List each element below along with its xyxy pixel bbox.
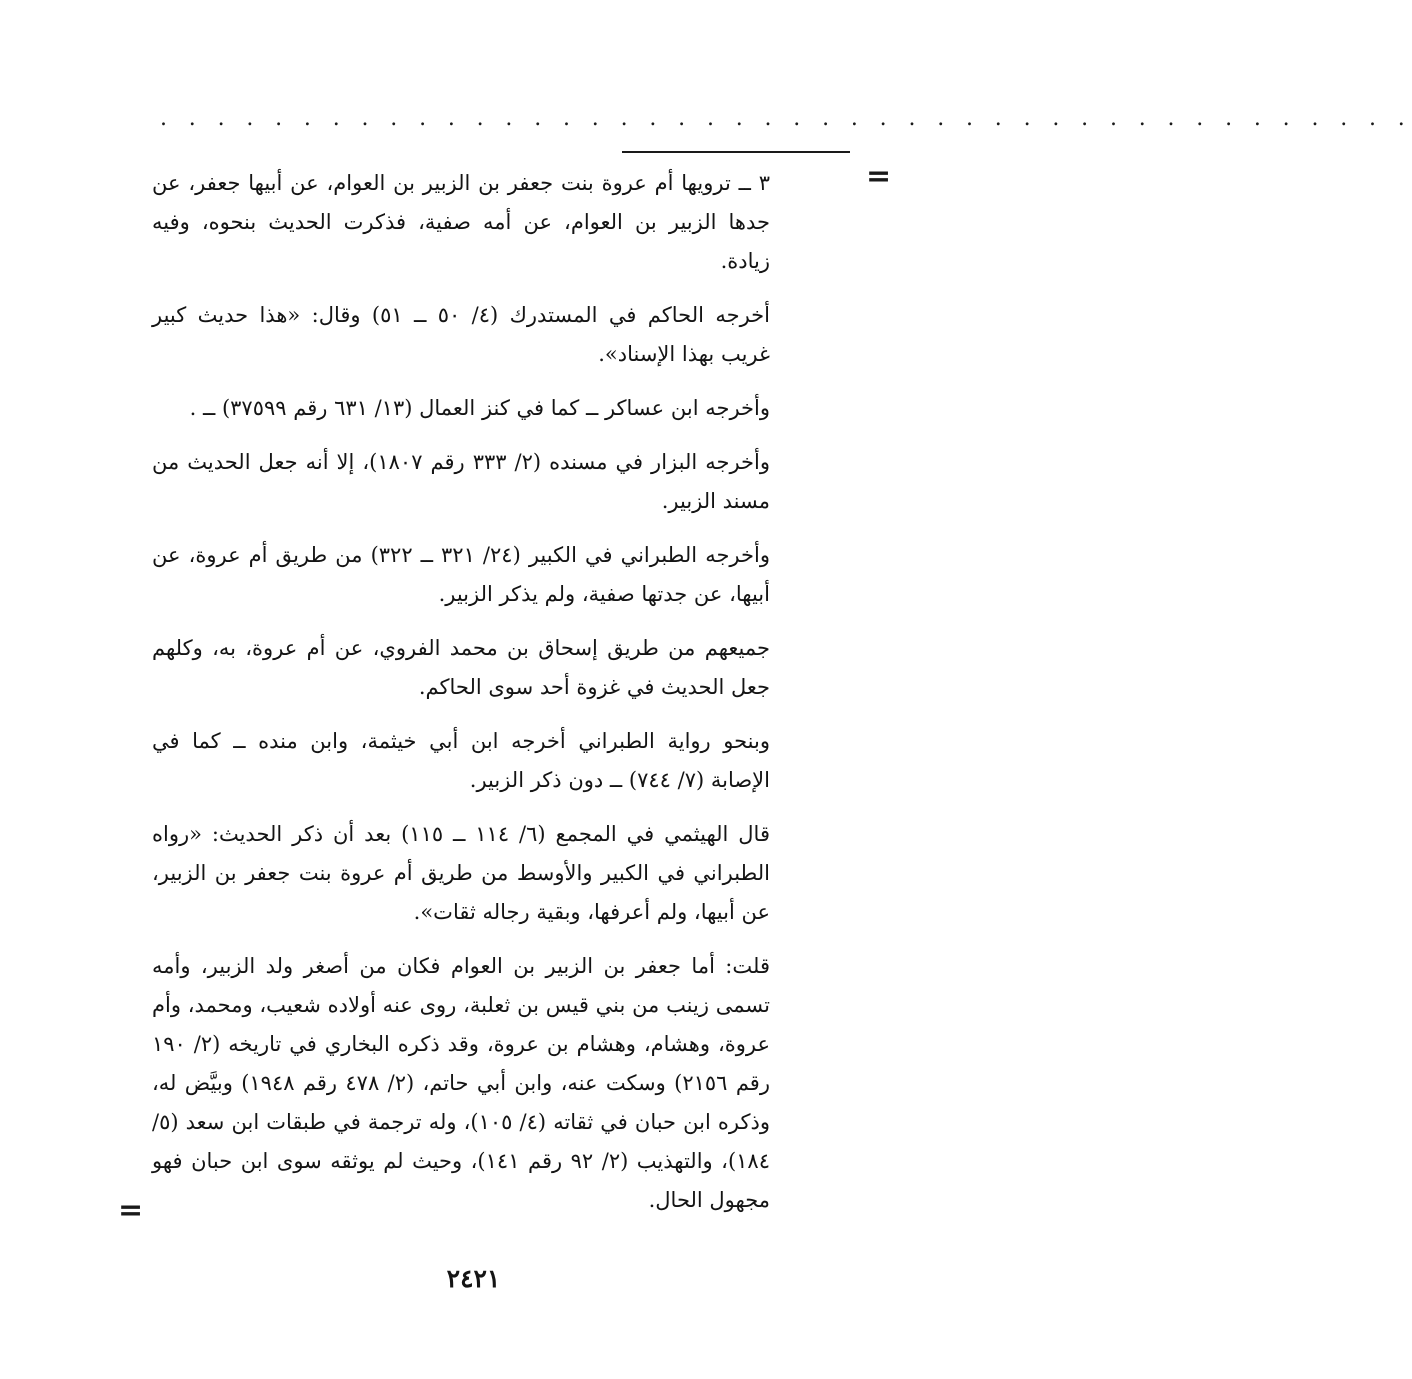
- paragraph-haythami: قال الهيثمي في المجمع (٦/ ١١٤ ــ ١١٥) بعد أن ذكر الحديث: «رواه الطبراني في الكبير والأوسط من طريق أم عروة بنت جعفر بن الزبير، عن أبيها، ولم أعرفها، وبقية رجاله ثقات».: [152, 822, 770, 924]
- separator-dots: . . . . . . . . . . . . . . . . . . . . . . . . . . . . . . . . . . . . . . . . . . . .: [160, 106, 1412, 131]
- continuation-mark-top: =: [866, 159, 892, 194]
- paragraph-bazzar: وأخرجه البزار في مسنده (٢/ ٣٣٣ رقم ١٨٠٧)، إلا أنه جعل الحديث من مسند الزبير.: [152, 450, 770, 513]
- footnote-text: [152, 164, 770, 1220]
- paragraph-third-narration: ٣ ــ ترويها أم عروة بنت جعفر بن الزبير بن العوام، عن أبيها جعفر، عن جدها الزبير بن العوام، عن أمه صفية، فذكرت الحديث بنحوه، وفيه زيادة.: [152, 171, 770, 273]
- paragraph-tabarani: وأخرجه الطبراني في الكبير (٢٤/ ٣٢١ ــ ٣٢٢) من طريق أم عروة، عن أبيها، عن جدتها صفية، ولم يذكر الزبير.: [152, 543, 770, 606]
- paragraph-all-via-farwi: جميعهم من طريق إسحاق بن محمد الفروي، عن أم عروة، به، وكلهم جعل الحديث في غزوة أحد سوى الحاكم.: [152, 636, 770, 699]
- paragraph-hakim: أخرجه الحاكم في المستدرك (٤/ ٥٠ ــ ٥١) وقال: «هذا حديث كبير غريب بهذا الإسناد».: [152, 303, 770, 366]
- continuation-mark-bottom: =: [118, 1193, 144, 1228]
- paragraph-ibn-abi-khaythama: وبنحو رواية الطبراني أخرجه ابن أبي خيثمة، وابن منده ــ كما في الإصابة (٧/ ٧٤٤) ــ دون ذكر الزبير.: [152, 729, 770, 792]
- paragraph-ibn-asakir: وأخرجه ابن عساكر ــ كما في كنز العمال (١٣/ ٦٣١ رقم ٣٧٥٩٩) ــ .: [189, 396, 770, 420]
- paragraph-author-note: قلت: أما جعفر بن الزبير بن العوام فكان من أصغر ولد الزبير، وأمه تسمى زينب من بني قيس بن ثعلبة، روى عنه أولاده شعيب، ومحمد، وأم عروة، وهشام، وهشام بن عروة، وقد ذكره البخاري في تاريخه (٢/ ١٩٠ رقم ٢١٥٦) وسكت عنه، وابن أبي حاتم، (٢/ ٤٧٨ رقم ١٩٤٨) وبيَّض له، وذكره ابن حبان في ثقاته (٤/ ١٠٥)، وله ترجمة في طبقات ابن سعد (٥/ ١٨٤)، والتهذيب (٢/ ٩٢ رقم ١٤١)، وحيث لم يوثقه سوى ابن حبان فهو مجهول الحال.: [152, 954, 770, 1212]
- page-number: ٢٤٢١: [446, 1264, 501, 1293]
- footnote-rule: [622, 151, 850, 153]
